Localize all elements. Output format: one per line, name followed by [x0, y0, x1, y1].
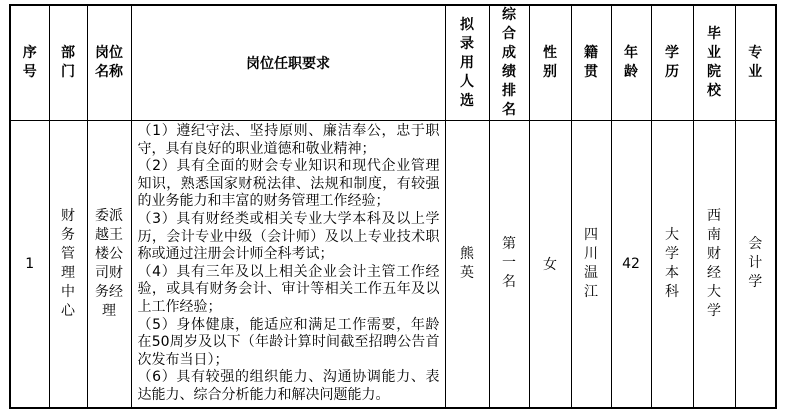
cell-candidate	[445, 121, 489, 408]
header-education	[651, 5, 693, 121]
university-value: 西南财经大学	[707, 207, 721, 319]
cell-requirements	[131, 121, 445, 408]
position-value: 委派越王楼公司财务经理	[95, 207, 123, 319]
education-value: 大学本科	[665, 226, 679, 300]
header-candidate-label: 拟录用人选	[460, 16, 474, 109]
cell-age	[611, 121, 651, 408]
requirement-item-2: （2）具有全面的财会专业知识和现代企业管理知识，熟悉国家财税法律、法规和制度，有较强的业务能力和丰富的财务管理工作经验；	[137, 158, 440, 210]
header-seq-label: 序号	[22, 45, 37, 80]
recruitment-table-container	[9, 4, 777, 409]
cell-seq	[10, 121, 49, 408]
cell-education	[651, 121, 693, 408]
header-gender-label: 性别	[543, 45, 557, 80]
requirement-item-1: （1）遵纪守法、坚持原则、廉洁奉公，忠于职守，具有良好的职业道德和敬业精神；	[137, 123, 440, 157]
header-candidate	[445, 5, 489, 121]
header-education-label: 学历	[665, 45, 679, 80]
header-major	[735, 5, 776, 121]
cell-university	[693, 121, 735, 408]
table-row	[10, 121, 776, 408]
header-rank-label: 综合成绩排名	[502, 7, 516, 118]
header-native-place	[571, 5, 611, 121]
cell-rank	[489, 121, 529, 408]
cell-department	[49, 121, 87, 408]
requirement-item-5: （5）身体健康，能适应和满足工作需要，年龄在50周岁及以下（年龄计算时间截至招聘公告首次发布当日）；	[137, 316, 440, 368]
header-requirements-label: 岗位任职要求	[246, 56, 330, 72]
header-major-label: 专业	[748, 45, 763, 80]
requirement-item-3: （3）具有财经类或相关专业大学本科及以上学历，会计专业中级（会计师）及以上专业技术职称或通过注册会计师全科考试；	[137, 210, 440, 263]
header-position	[87, 5, 131, 121]
cell-position	[87, 121, 131, 408]
header-row	[10, 5, 776, 121]
department-value: 财务管理中心	[61, 207, 75, 319]
header-position-label: 岗位名称	[95, 45, 123, 80]
requirement-item-4: （4）具有三年及以上相关企业会计主管工作经验，或具有财务会计、审计等相关工作五年及以上工作经验；	[137, 263, 440, 315]
cell-native-place	[571, 121, 611, 408]
cell-major	[735, 121, 776, 408]
cell-gender	[529, 121, 571, 408]
header-department-label: 部门	[61, 45, 75, 80]
recruitment-table	[9, 4, 777, 409]
seq-value: 1	[25, 255, 35, 272]
gender-value: 女	[543, 256, 557, 273]
header-university-label: 毕业院校	[707, 26, 721, 99]
age-value: 42	[622, 255, 640, 272]
header-rank	[489, 5, 529, 121]
header-seq	[10, 5, 49, 121]
header-age-label: 年龄	[624, 45, 638, 80]
rank-value: 第一名	[502, 236, 516, 291]
header-native-place-label: 籍贯	[584, 45, 598, 80]
requirement-item-6: （6）具有较强的组织能力、沟通协调能力、表达能力、综合分析能力和解决问题能力。	[137, 369, 440, 403]
major-value: 会计学	[748, 236, 763, 291]
candidate-value: 熊英	[460, 245, 474, 281]
header-university	[693, 5, 735, 121]
header-age	[611, 5, 651, 121]
header-requirements	[131, 5, 445, 121]
header-gender	[529, 5, 571, 121]
native-place-value: 四川温江	[584, 226, 598, 300]
header-department	[49, 5, 87, 121]
